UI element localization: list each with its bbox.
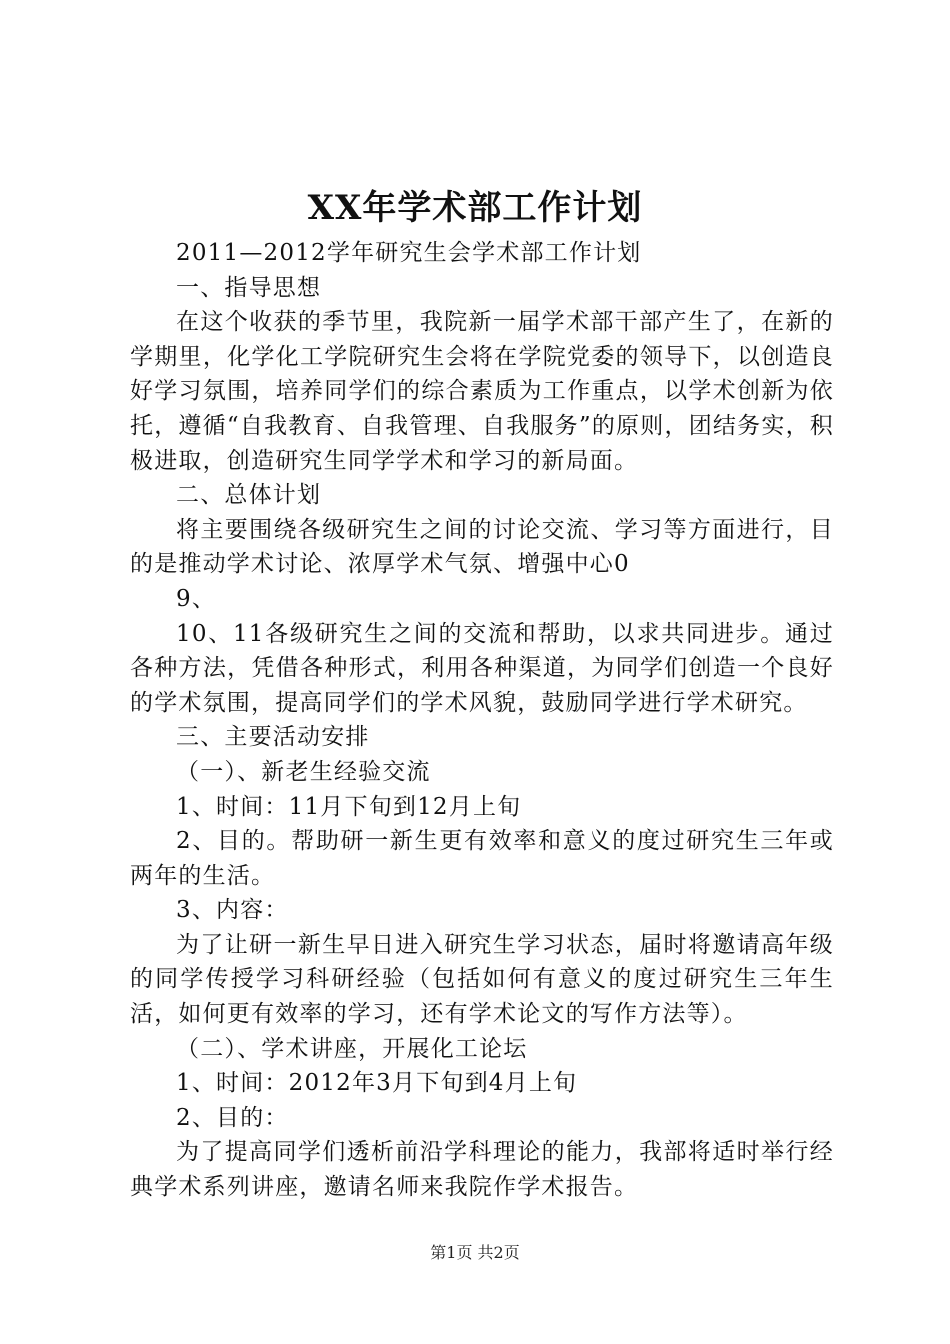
paragraph-overall-plan-cont: 10、11各级研究生之间的交流和帮助，以求共同进步。通过各种方法，凭借各种形式，利用各种渠道，为同学们创造一个良好的学术氛围，提高同学们的学术风貌，鼓励同学进行学术研究。 — [130, 620, 834, 716]
document-body — [130, 236, 834, 1205]
paragraph-subtitle: 2011—2012学年研究生会学术部工作计划 — [176, 240, 642, 266]
item-purpose-1: 2、目的。帮助研一新生更有效率和意义的度过研究生三年或两年的生活。 — [130, 828, 834, 889]
paragraph-overall-plan: 将主要围绕各级研究生之间的讨论交流、学习等方面进行，目的是推动学术讨论、浓厚学术气氛、增强中心0 — [130, 516, 834, 578]
paragraph-purpose-2: 为了提高同学们透析前沿学科理论的能力，我部将适时举行经典学术系列讲座，邀请名师来我院作学术报告。 — [130, 1139, 834, 1201]
section-heading-1: 一、指导思想 — [176, 274, 322, 301]
paragraph-guiding-ideology: 在这个收获的季节里，我院新一届学术部干部产生了，在新的学期里，化学化工学院研究生会将在学院党委的领导下，以创造良好学习氛围，培养同学们的综合素质为工作重点，以学术创新为依托，遵循“自我教育、自我管理、自我服务”的原则，团结务实，积极进取，创造研究生同学学术和学习的新局面。 — [130, 309, 834, 474]
subsection-heading-1: （一）、新老生经验交流 — [176, 758, 431, 785]
paragraph-fragment: 9、 — [176, 585, 217, 612]
page-number-footer: 第1页 共2页 — [430, 1243, 520, 1262]
subsection-heading-2: （二）、学术讲座，开展化工论坛 — [176, 1035, 528, 1062]
paragraph-content-1: 为了让研一新生早日进入研究生学习状态，届时将邀请高年级的同学传授学习科研经验（包括如何有意义的度过研究生三年生活，如何更有效率的学习，还有学术论文的写作方法等）。 — [130, 931, 834, 1028]
item-content-label: 3、内容： — [176, 897, 289, 924]
item-time-2: 1、时间：2012年3月下旬到4月上旬 — [176, 1070, 578, 1097]
section-heading-2: 二、总体计划 — [176, 482, 322, 509]
document-title: XX年学术部工作计划 — [307, 188, 643, 228]
section-heading-3: 三、主要活动安排 — [176, 724, 370, 751]
item-purpose-2-label: 2、目的： — [176, 1104, 289, 1131]
item-time-1: 1、时间：11月下旬到12月上旬 — [176, 793, 522, 820]
